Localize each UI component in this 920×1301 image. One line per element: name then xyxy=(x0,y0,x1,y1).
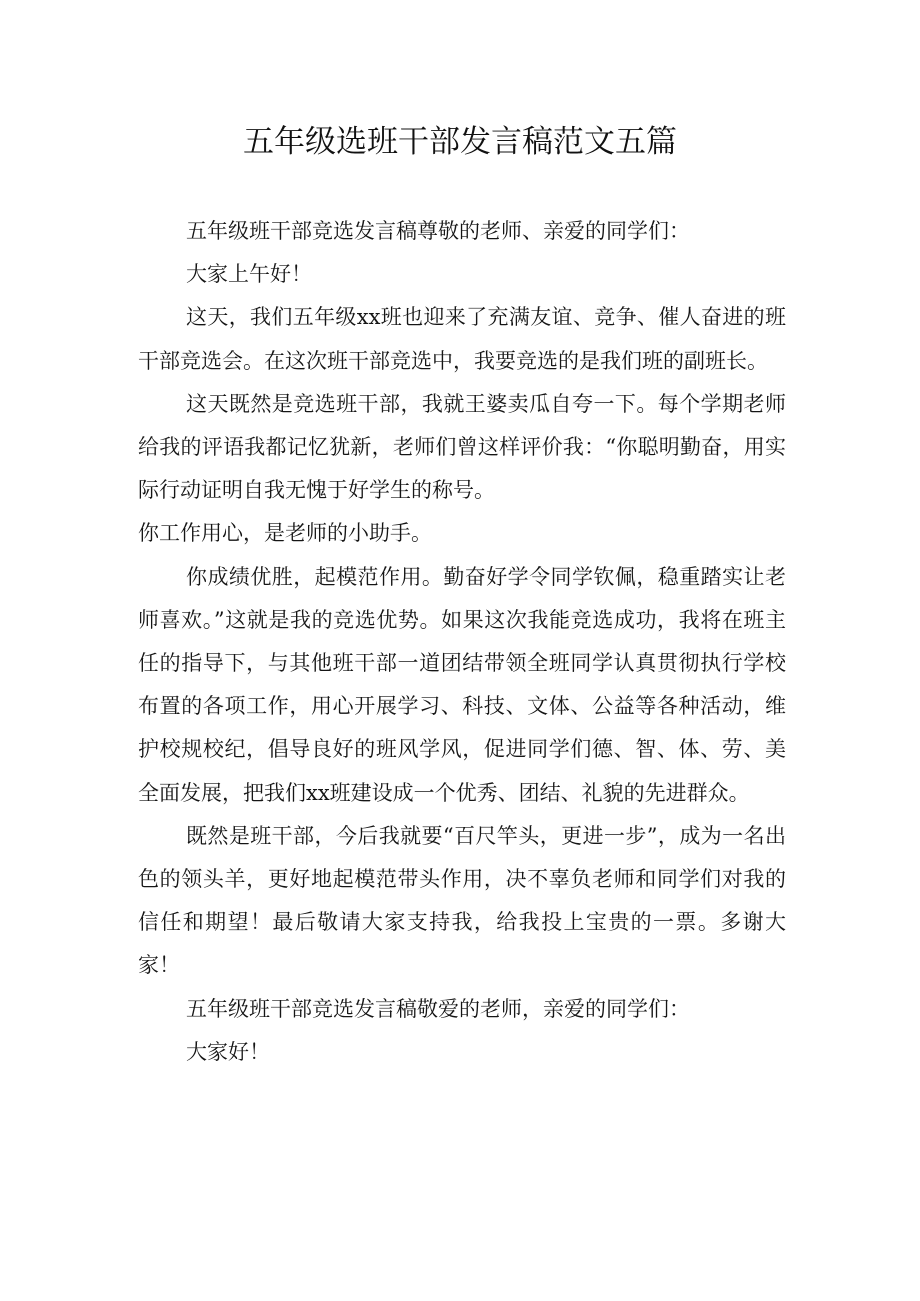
paragraph: 大家好！ xyxy=(186,1039,270,1064)
document-title: 五年级选班干部发言稿范文五篇 xyxy=(243,124,677,160)
paragraph: 大家上午好！ xyxy=(186,262,312,287)
paragraph: 五年级班干部竞选发言稿尊敬的老师、亲爱的同学们： xyxy=(186,219,690,243)
paragraph: 五年级班干部竞选发言稿敬爱的老师，亲爱的同学们： xyxy=(186,996,690,1021)
document-body xyxy=(138,210,786,1074)
paragraph: 你成绩优胜，起模范作用。勤奋好学令同学钦佩，稳重踏实让老师喜欢。”这就是我的竞选优势。如果这次我能竞选成功，我将在班主任的指导下，与其他班干部一道团结带领全班同学认真贯彻执行学校布置的各项工作，用心开展学习、科技、文体、公益等各种活动，维护校规校纪，倡导良好的班风学风，促进同学们德、智、体、劳、美全面发展，把我们xx班建设成一个优秀、团结、礼貌的先进群众。 xyxy=(138,564,786,805)
paragraph: 你工作用心，是老师的小助手。 xyxy=(138,521,432,546)
paragraph: 既然是班干部，今后我就要“百尺竿头，更进一步”，成为一名出色的领头羊，更好地起模范带头作用，决不辜负老师和同学们对我的信任和期望！最后敬请大家支持我，给我投上宝贵的一票。多谢大家！ xyxy=(138,823,786,978)
paragraph: 这天既然是竞选班干部，我就王婆卖瓜自夸一下。每个学期老师给我的评语我都记忆犹新，老师们曾这样评价我：“你聪明勤奋，用实际行动证明自我无愧于好学生的称号。 xyxy=(138,391,786,503)
paragraph: 这天，我们五年级xx班也迎来了充满友谊、竞争、催人奋进的班干部竞选会。在这次班干部竞选中，我要竞选的是我们班的副班长。 xyxy=(138,305,786,373)
